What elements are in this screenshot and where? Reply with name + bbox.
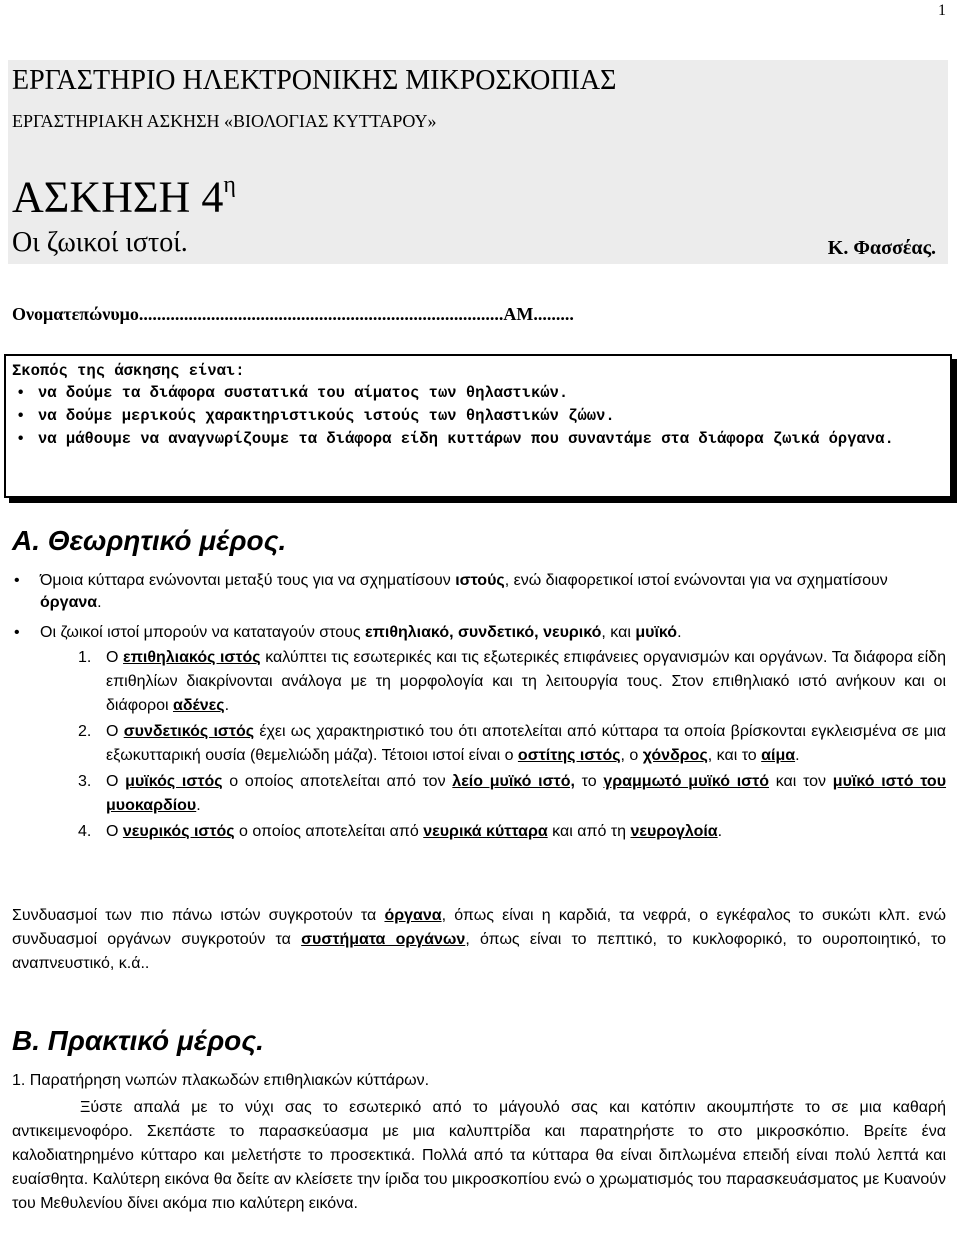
text: , όπως είναι η καρδιά, τα νεφρά, ο εγκέφαλος το συκώτι κλπ. ενώ συνδυασμοί οργάνων συγκροτούν τα [12, 907, 947, 948]
list-item [70, 820, 946, 844]
list-item [70, 770, 946, 818]
page-number: 1 [938, 2, 946, 19]
organ-summary-paragraph [12, 904, 946, 976]
term: οστίτης ιστός [517, 747, 621, 764]
term: χόνδρος [642, 747, 708, 764]
text: Ο [106, 649, 124, 666]
item-number: 2. [78, 723, 92, 740]
term: νευρικός ιστός [122, 823, 235, 840]
aim-title: Σκοπός της άσκησης είναι: [12, 362, 245, 380]
text: και από τη [547, 823, 631, 840]
aim-box [4, 354, 952, 498]
text: . [717, 823, 723, 840]
term: ιστούς [455, 572, 505, 589]
text: Ο [106, 723, 124, 740]
title-block [8, 60, 948, 264]
section-a-heading: Α. Θεωρητικό μέρος. [12, 525, 287, 556]
text: . [795, 747, 800, 764]
theory-bullet-1 [14, 570, 940, 614]
text: Ο [106, 823, 123, 840]
term: λείο μυϊκό ιστό, [452, 773, 575, 790]
term: επιθηλιακό, συνδετικό, νευρικό [365, 624, 602, 641]
term: αδένες [172, 697, 225, 714]
text: έχει ως χαρακτηριστικό του ότι αποτελείται από κύτταρα τα οποία βρίσκονται εγκλεισμένα σε μια εξωκυτταρική ουσία (θεμελιώδη μάζα). Τέτοιοι ιστοί είναι ο [106, 723, 946, 764]
text: και τον [769, 773, 833, 790]
item-number: 4. [78, 823, 92, 840]
tissue-type-list [70, 646, 946, 846]
bullet-icon: • [14, 624, 20, 641]
text: . [224, 697, 230, 714]
text: . [677, 624, 682, 641]
term: όργανα [384, 907, 442, 924]
aim-item-text: να δούμε τα διάφορα συστατικά του αίματος των θηλαστικών. [38, 384, 569, 402]
text: Συνδυασμοί των πιο πάνω ιστών συγκροτούν τα [12, 907, 385, 924]
term: όργανα [40, 594, 98, 611]
text: το [574, 773, 604, 790]
list-item [70, 646, 946, 718]
exercise-ordinal: η [223, 172, 236, 198]
term: αίμα [761, 747, 796, 764]
text: καλύπτει τις εσωτερικές και τις εξωτερικές επιφάνειες οργανισμών και οργάνων. Τα διάφορα είδη επιθηλίων διακρίνονται ανάλογα με τη μορφολογία και τη λειτουργία τους. Στον επιθηλιακό ιστό ανήκουν και οι διάφοροι [106, 649, 947, 714]
exercise-label: ΑΣΚΗΣΗ 4 [12, 172, 224, 222]
text: . [97, 594, 102, 611]
text: , όπως είναι το πεπτικό, το κυκλοφορικό, το ουροποιητικό, το αναπνευστικό, κ.ά.. [12, 931, 947, 972]
text: Ο [106, 773, 126, 790]
course-title: ΕΡΓΑΣΤΗΡΙΑΚΗ ΑΣΚΗΣΗ «ΒΙΟΛΟΓΙΑΣ ΚΥΤΤΑΡΟΥ» [12, 111, 437, 131]
term: συνδετικός ιστός [123, 723, 255, 740]
aim-item [6, 382, 946, 405]
term: νευρογλοία [630, 823, 718, 840]
bullet-icon: • [16, 407, 26, 425]
term: συστήματα οργάνων [301, 931, 466, 948]
practical-item-body: Ξύστε απαλά με το νύχι σας το εσωτερικό από το μάγουλό σας και κατόπιν ακουμπήστε το σε μια καθαρή αντικειμενοφόρο. Σκεπάστε το παρασκεύασμα με μια καλυπτρίδα και παρατηρήστε το στο μικροσκόπιο. Βρείτε ένα καλοδιατηρημένο κύτταρο και μελετήστε το προσεκτικά. Πολλά από τα κύτταρα θα είναι διπλωμένα επειδή είναι πολύ λεπτά και ευαίσθητα. Καλύτερη εικόνα θα δείτε αν κλείσετε την ίριδα του μικροσκοπίου ενώ ο χρωματισμός του παρασκευάσματος με Κυανούν του Μεθυλενίου δίνει ακόμα πιο καλύτερη εικόνα. [12, 1099, 946, 1212]
lab-title: ΕΡΓΑΣΤΗΡΙΟ ΗΛΕΚΤΡΟΝΙΚΗΣ ΜΙΚΡΟΣΚΟΠΙΑΣ [12, 65, 617, 96]
text: Οι ζωικοί ιστοί μπορούν να καταταγούν στους [40, 624, 366, 641]
text: ο οποίος αποτελείται από τον [222, 773, 453, 790]
bullet-icon: • [14, 572, 20, 589]
text: , ο [620, 747, 643, 764]
term: μυϊκό ιστό του μυοκαρδίου [106, 773, 947, 814]
aim-item-text: να μάθουμε να αναγνωρίζουμε τα διάφορα είδη κυττάρων που συναντάμε στα διάφορα ζωικά όργανα. [38, 430, 894, 448]
text: , και το [707, 747, 762, 764]
aim-item [6, 428, 946, 451]
text: Όμοια κύτταρα ενώνονται μεταξύ τους για να σχηματίσουν [40, 572, 456, 589]
aim-list [6, 382, 946, 451]
term: μυϊκό [635, 624, 678, 641]
section-b-heading: Β. Πρακτικό μέρος. [12, 1025, 264, 1056]
term: γραμμωτό μυϊκό ιστό [603, 773, 770, 790]
text: , ενώ διαφορετικοί ιστοί ενώνονται για να σχηματίσουν [504, 572, 888, 589]
list-item [70, 720, 946, 768]
item-number: 3. [78, 773, 92, 790]
aim-item-text: να δούμε μερικούς χαρακτηριστικούς ιστούς των θηλαστικών ζώων. [38, 407, 615, 425]
term: νευρικά κύτταρα [423, 823, 548, 840]
bullet-icon: • [16, 430, 26, 448]
exercise-subtitle: Οι ζωικοί ιστοί. [12, 227, 188, 258]
aim-item [6, 405, 946, 428]
item-number: 1. [78, 649, 92, 666]
text: . [196, 797, 201, 814]
exercise-title [12, 164, 236, 223]
text: ο οποίος αποτελείται από [234, 823, 424, 840]
text: , και [601, 624, 636, 641]
student-name-line: Ονοματεπώνυμο.................................................................................ΑΜ......... [12, 304, 574, 324]
theory-bullet-2 [14, 622, 940, 644]
author: Κ. Φασσέας. [827, 237, 936, 259]
practical-item-heading: 1. Παρατήρηση νωπών πλακωδών επιθηλιακών κύττάρων. [12, 1072, 430, 1089]
term: μυϊκός ιστός [125, 773, 223, 790]
term: επιθηλιακός ιστός [123, 649, 261, 666]
bullet-icon: • [16, 384, 26, 402]
